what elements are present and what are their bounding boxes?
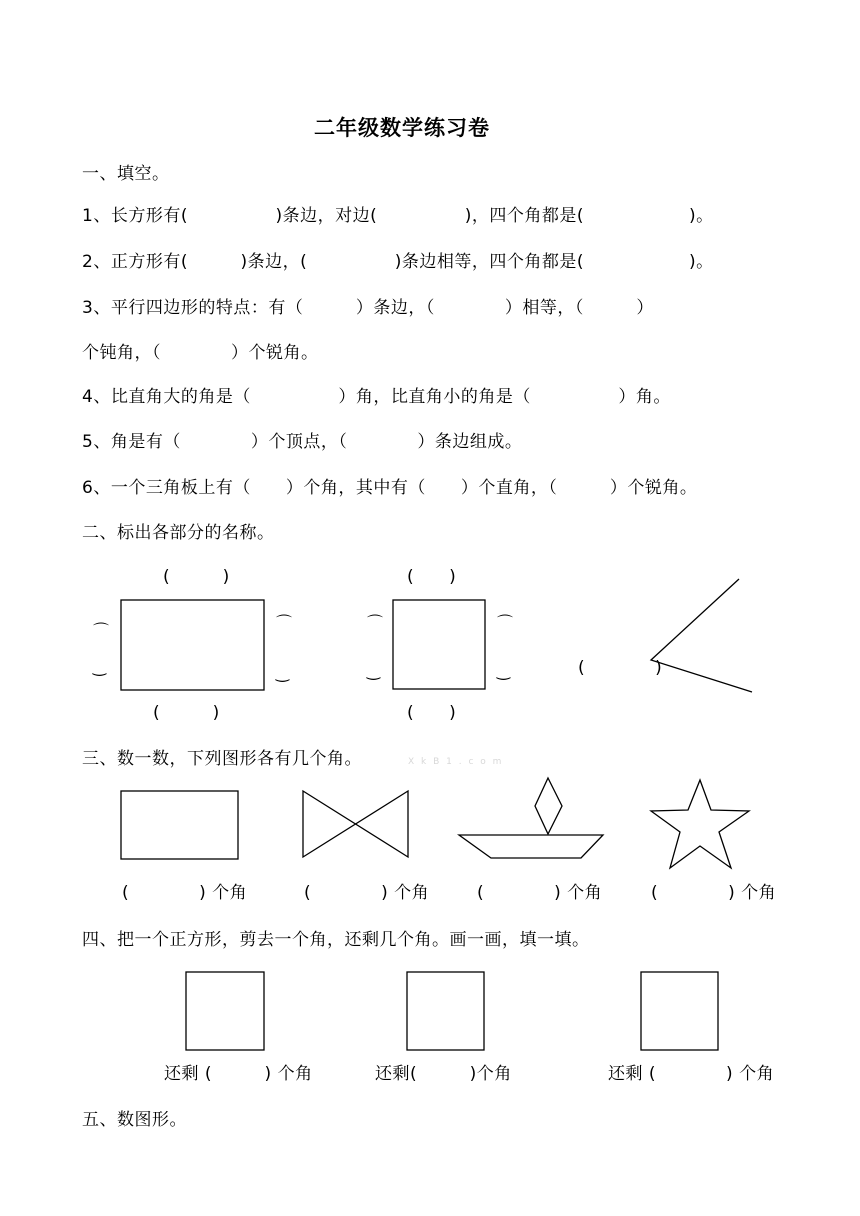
question-4: 4、比直角大的角是（ ）角，比直角小的角是（ ）角。 <box>82 387 671 407</box>
cutting-answer-1: 还剩 ( ) 个角 <box>164 1064 313 1084</box>
square-right-lower-arc: ‿ <box>497 661 511 680</box>
rectangle-right-lower-arc: ‿ <box>276 663 290 682</box>
counting-answer-3: ( ) 个角 <box>477 883 603 903</box>
counting-answer-4: ( ) 个角 <box>651 883 777 903</box>
rectangle-left-upper-arc: ⌒ <box>93 621 110 640</box>
rectangle-right-upper-arc: ⌒ <box>276 613 293 632</box>
angle-vertex-label: ( ) <box>578 658 663 678</box>
section-2-heading: 二、标出各部分的名称。 <box>82 523 275 543</box>
question-3-line-2: 个钝角，（ ）个锐角。 <box>82 343 319 363</box>
section-5-heading: 五、数图形。 <box>82 1110 187 1130</box>
square-left-lower-arc: ‿ <box>367 661 381 680</box>
rectangle-left-lower-arc: ‿ <box>93 657 107 676</box>
square-top-label: ( ) <box>407 567 457 587</box>
square-right-upper-arc: ⌒ <box>497 613 514 632</box>
rectangle-bottom-label: ( ) <box>153 703 220 723</box>
cutting-answer-2: 还剩( )个角 <box>375 1064 512 1084</box>
question-2: 2、正方形有( )条边，( )条边相等，四个角都是( )。 <box>82 252 714 272</box>
rectangle-top-label: ( ) <box>163 567 230 587</box>
watermark: X k B 1 . c o m <box>408 757 504 767</box>
question-1: 1、长方形有( )条边，对边( )，四个角都是( )。 <box>82 206 714 226</box>
square-bottom-label: ( ) <box>407 703 457 723</box>
question-5: 5、角是有（ ）个顶点，（ ）条边组成。 <box>82 432 523 452</box>
cutting-answer-3: 还剩 ( ) 个角 <box>608 1064 775 1084</box>
section-3-heading: 三、数一数，下列图形各有几个角。 <box>82 749 362 769</box>
question-6: 6、一个三角板上有（ ）个角，其中有（ ）个直角，（ ）个锐角。 <box>82 478 698 498</box>
page-title: 二年级数学练习卷 <box>314 116 490 140</box>
section-1-heading: 一、填空。 <box>82 164 170 184</box>
counting-answer-1: ( ) 个角 <box>122 883 248 903</box>
square-left-upper-arc: ⌒ <box>367 613 384 632</box>
section-4-heading: 四、把一个正方形，剪去一个角，还剩几个角。画一画，填一填。 <box>82 930 590 950</box>
counting-answer-2: ( ) 个角 <box>304 883 430 903</box>
question-3-line-1: 3、平行四边形的特点：有（ ）条边，（ ）相等，（ ） <box>82 298 654 318</box>
